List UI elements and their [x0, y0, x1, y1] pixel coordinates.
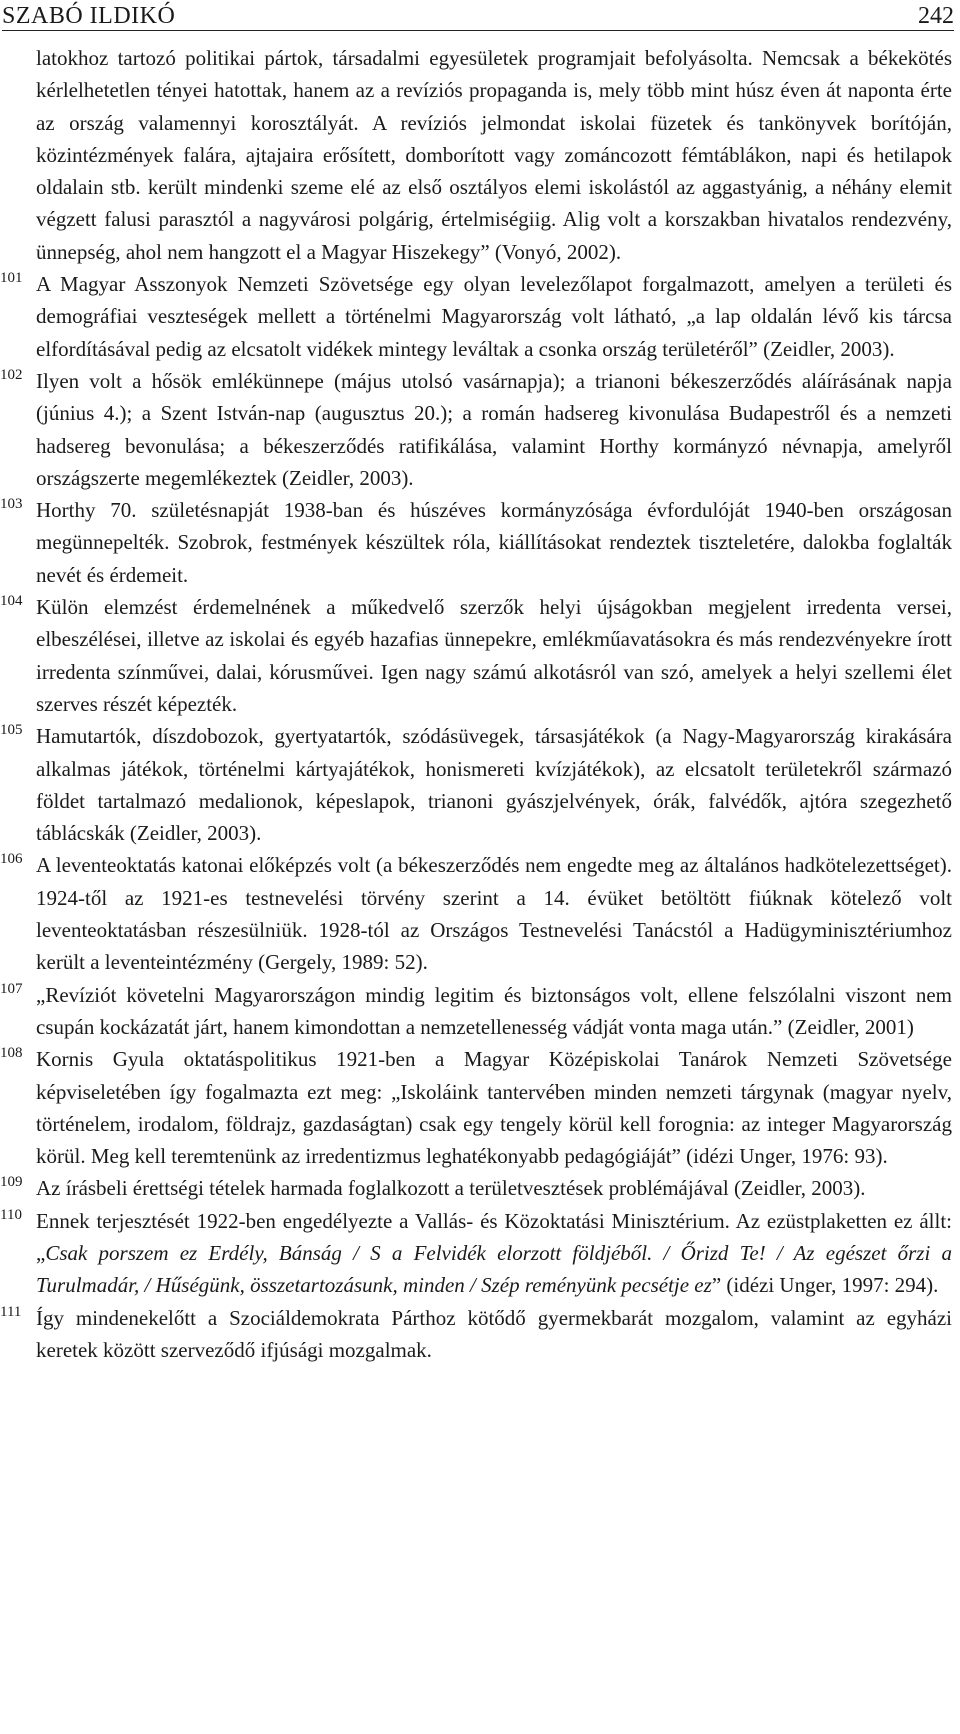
text-segment: Ennek terjesztését 1922-ben engedélyezte a Vallás- és Közoktatási Minisztérium. Az ezüstplaketten ez állt: „ — [36, 1208, 952, 1265]
footnote-text — [36, 1172, 952, 1204]
footnote — [0, 1205, 960, 1302]
footnote-text — [36, 365, 952, 494]
footnote-text — [36, 849, 952, 978]
footnote — [0, 1043, 960, 1172]
footnotes-body — [0, 42, 960, 1366]
text-segment: A leventeoktatás katonai előképzés volt (a békeszerződés nem engedte meg az általános hadkötelezettséget). 1924-től az 1921-es testnevelési törvény szerint a 14. évüket betöltött fiúknak kötelező volt leventeoktatásban részesülniük. 1928-tól az Országos Testnevelési Tanácstól a Hadügyminisztériumhoz került a leventeintézmény (Gergely, 1989: 52). — [36, 853, 952, 975]
text-segment: „Revíziót követelni Magyarországon mindig legitim és biztonságos volt, ellene felszólalni viszont nem csupán kockázatát járt, hanem kimondottan a nemzetellenesség vádját vonta maga után.” (Zeidler, 2001) — [36, 982, 952, 1039]
footnote-text — [36, 1302, 952, 1367]
text-segment: latokhoz tartozó politikai pártok, társadalmi egyesületek programjait befolyásolta. Nemcsak a békekötés kérlelhetetlen tényei hatottak, hanem az a revíziós propaganda is, mely több mint húsz éven át naponta érte az ország valamennyi korosztályát. A revíziós jelmondat iskolai füzetek és tankönyvek borítóján, közintézmények falára, ajtajaira erősített, domborított vagy zománcozott fémtáblákon, napi és hetilapok oldalain stb. került mindenki szeme elé az első osztályos elemi iskolástól az aggastyánig, a néhány elemit végzett falusi parasztól a nagyvárosi polgárig, értelmiségiig. Alig volt a korszakban hivatalos rendezvény, ünnepség, ahol nem hangzott el a Magyar Hiszekegy” (Vonyó, 2002). — [36, 46, 952, 264]
footnote-number: 107 — [0, 980, 23, 997]
footnote-text — [36, 591, 952, 720]
footnote-text — [36, 268, 952, 365]
footnote — [0, 591, 960, 720]
footnote — [0, 979, 960, 1044]
footnote-number: 102 — [0, 366, 23, 383]
footnote-number: 104 — [0, 593, 23, 610]
footnote-text — [36, 1205, 952, 1302]
italic-quote: Csak porszem ez Erdély, Bánság / S a Felvidék elorzott földjéből. / Őrizd Te! / Az egészet őrzi a Turulmadár, / Hűségünk, összetartozásunk, minden / Szép reményünk pecsétje ez — [36, 1240, 952, 1298]
footnote — [0, 494, 960, 591]
footnote-text — [36, 720, 952, 849]
text-segment: A Magyar Asszonyok Nemzeti Szövetsége egy olyan levelezőlapot forgalmazott, amelyen a területi és demográfiai veszteségek mellett a történelmi Magyarország volt látható, „a lap oldalán lévő kis tárcsa elfordításával pedig az elcsatolt vidékek mintegy leváltak a csonka ország területéről” (Zeidler, 2003). — [36, 272, 952, 361]
footnote-number: 105 — [0, 722, 23, 739]
header-author: SZABÓ ILDIKÓ — [2, 3, 176, 29]
footnote-number: 103 — [0, 496, 23, 513]
text-segment: Így mindenekelőtt a Szociáldemokrata Párthoz kötődő gyermekbarát mozgalom, valamint az egyházi keretek között szerveződő ifjúsági mozgalmak. — [36, 1305, 952, 1362]
footnote — [0, 1302, 960, 1367]
text-segment: Az írásbeli érettségi tételek harmada foglalkozott a területvesztések problémájával (Zeidler, 2003). — [36, 1176, 866, 1201]
continued-paragraph — [0, 42, 960, 268]
text-segment: Ilyen volt a hősök emlékünnepe (május utolsó vasárnapja); a trianoni békeszerződés aláírásának napja (június 4.); a Szent István-nap (augusztus 20.); a román hadsereg kivonulása Budapestről és a nemzeti hadsereg bevonulása; a békeszerződés ratifikálása, valamint Horthy kormányzó névnapja, amelyről országszerte megemlékeztek (Zeidler, 2003). — [36, 368, 952, 490]
running-header — [2, 0, 954, 31]
footnote-number: 109 — [0, 1174, 23, 1191]
text-segment: ” (idézi Unger, 1997: 294). — [711, 1273, 939, 1298]
footnote — [0, 365, 960, 494]
footnote-number: 110 — [0, 1206, 22, 1223]
footnote-number: 108 — [0, 1045, 23, 1062]
text-segment: Külön elemzést érdemelnének a műkedvelő szerzők helyi újságokban megjelent irredenta versei, elbeszélései, illetve az iskolai és egyéb hazafias ünnepekre, emlékműavatásokra és más rendezvényekre írott irredenta színművei, dalai, kórusművei. Igen nagy számú alkotásról van szó, amelyek a helyi szellemi élet szerves részét képezték. — [36, 595, 952, 716]
footnote — [0, 268, 960, 365]
text-segment: Hamutartók, díszdobozok, gyertyatartók, szódásüvegek, társasjátékok (a Nagy-Magyarország kirakására alkalmas játékok, történelmi kártyajátékok, honismereti kvízjátékok), az elcsatolt területekről származó földet tartalmazó medalionok, képeslapok, trianoni gyászjelvények, órák, falvédők, ajtóra szegezhető táblácskák (Zeidler, 2003). — [36, 724, 952, 846]
footnote-number: 101 — [0, 270, 23, 287]
footnote-text — [36, 1043, 952, 1172]
text-segment: Horthy 70. születésnapját 1938-ban és húszéves kormányzósága évfordulóját 1940-ben országosan megünnepelték. Szobrok, festmények készültek róla, kiállításokat rendeztek tiszteletére, dalokba foglalták nevét és érdemeit. — [36, 498, 952, 587]
footnote — [0, 849, 960, 978]
footnote-number: 111 — [0, 1303, 22, 1320]
footnote-text — [36, 979, 952, 1044]
footnote-number: 106 — [0, 851, 23, 868]
footnote — [0, 720, 960, 849]
footnote-text — [36, 494, 952, 591]
footnote-text — [36, 42, 952, 268]
footnote — [0, 1172, 960, 1204]
page-number: 242 — [918, 3, 954, 29]
text-segment: Kornis Gyula oktatáspolitikus 1921-ben a Magyar Középiskolai Tanárok Nemzeti Szövetsége képviseletében így fogalmazta ezt meg: „Iskoláink tantervében minden nemzeti tárgynak (magyar nyelv, történelem, irodalom, földrajz, gazdaságtan) csak egy tengely körül kell forognia: az integer Magyarország körül. Meg kell teremtenünk az irredentizmus leghatékonyabb pedagógiáját” (idézi Unger, 1976: 93). — [36, 1047, 952, 1169]
